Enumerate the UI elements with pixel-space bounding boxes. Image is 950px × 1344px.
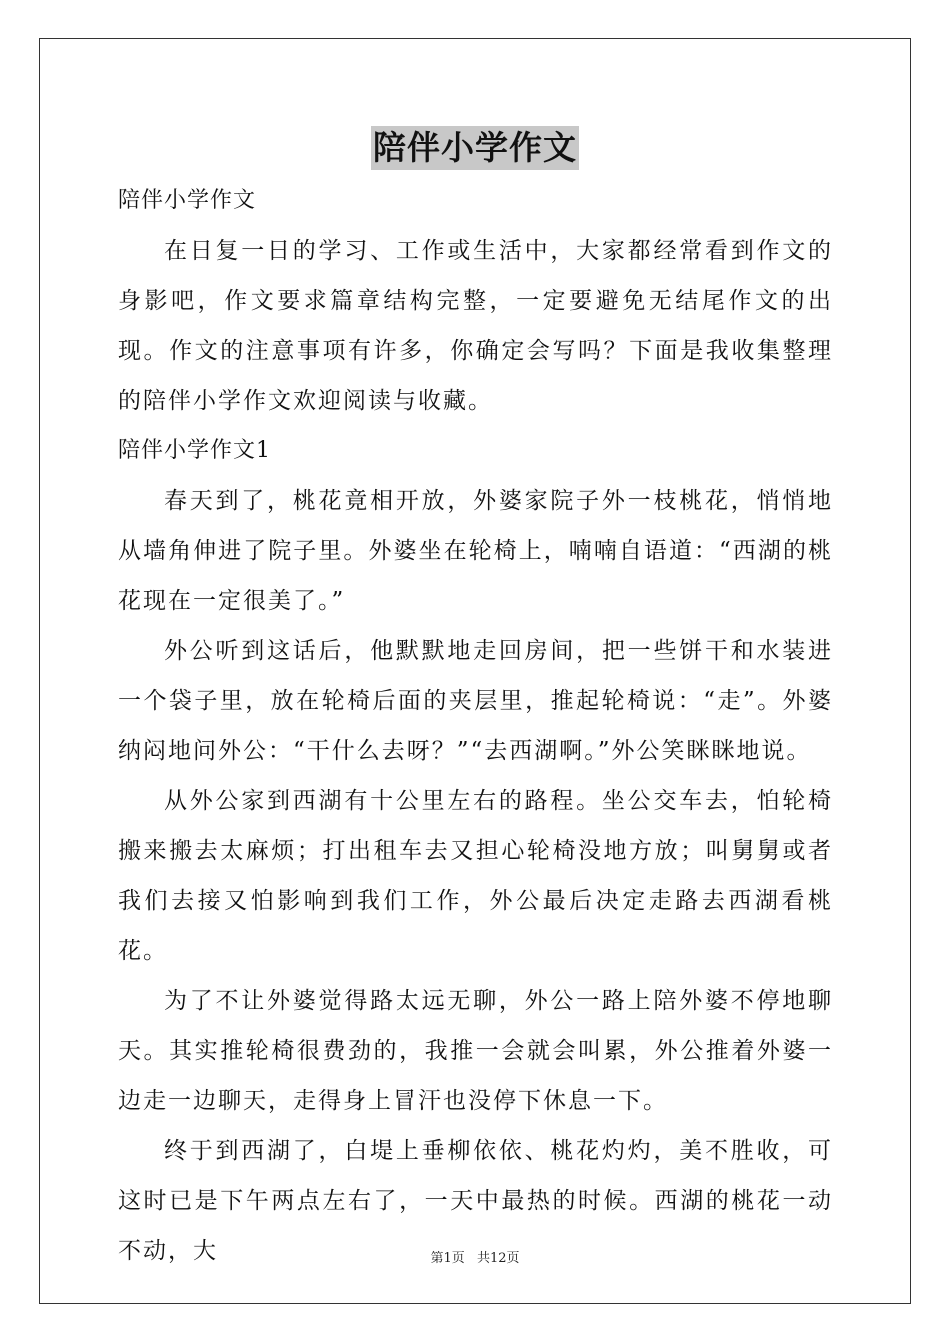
body-paragraph: 为了不让外婆觉得路太远无聊，外公一路上陪外婆不停地聊天。其实推轮椅很费劲的，我推一会就会叫累，外公推着外婆一边走一边聊天，走得身上冒汗也没停下休息一下。 [118, 988, 833, 1114]
page-number: 第1页 [430, 1251, 465, 1266]
document-title: 陪伴小学作文 [371, 126, 579, 170]
title-container [0, 126, 950, 170]
intro-paragraph: 在日复一日的学习、工作或生活中，大家都经常看到作文的身影吧，作文要求篇章结构完整，一定要避免无结尾作文的出现。作文的注意事项有许多，你确定会写吗？下面是我收集整理的陪伴小学作文欢迎阅读与收藏。 [118, 238, 833, 414]
body-paragraph: 外公听到这话后，他默默地走回房间，把一些饼干和水装进一个袋子里，放在轮椅后面的夹层里，推起轮椅说：“走”。外婆纳闷地问外公：“干什么去呀？”“去西湖啊。”外公笑眯眯地说。 [118, 638, 833, 764]
section-heading: 陪伴小学作文1 [118, 438, 271, 463]
page-footer [0, 1247, 950, 1266]
body-paragraph: 春天到了，桃花竟相开放，外婆家院子外一枝桃花，悄悄地从墙角伸进了院子里。外婆坐在轮椅上，喃喃自语道：“西湖的桃花现在一定很美了。” [118, 488, 833, 614]
body-paragraph: 终于到西湖了，白堤上垂柳依依、桃花灼灼，美不胜收，可这时已是下午两点左右了，一天中最热的时候。西湖的桃花一动不动，大 [118, 1138, 833, 1264]
page-total: 共12页 [476, 1251, 520, 1266]
document-subtitle: 陪伴小学作文 [118, 188, 257, 213]
document-body [118, 176, 833, 1276]
body-paragraph: 从外公家到西湖有十公里左右的路程。坐公交车去，怕轮椅搬来搬去太麻烦；打出租车去又担心轮椅没地方放；叫舅舅或者我们去接又怕影响到我们工作，外公最后决定走路去西湖看桃花。 [118, 788, 833, 964]
